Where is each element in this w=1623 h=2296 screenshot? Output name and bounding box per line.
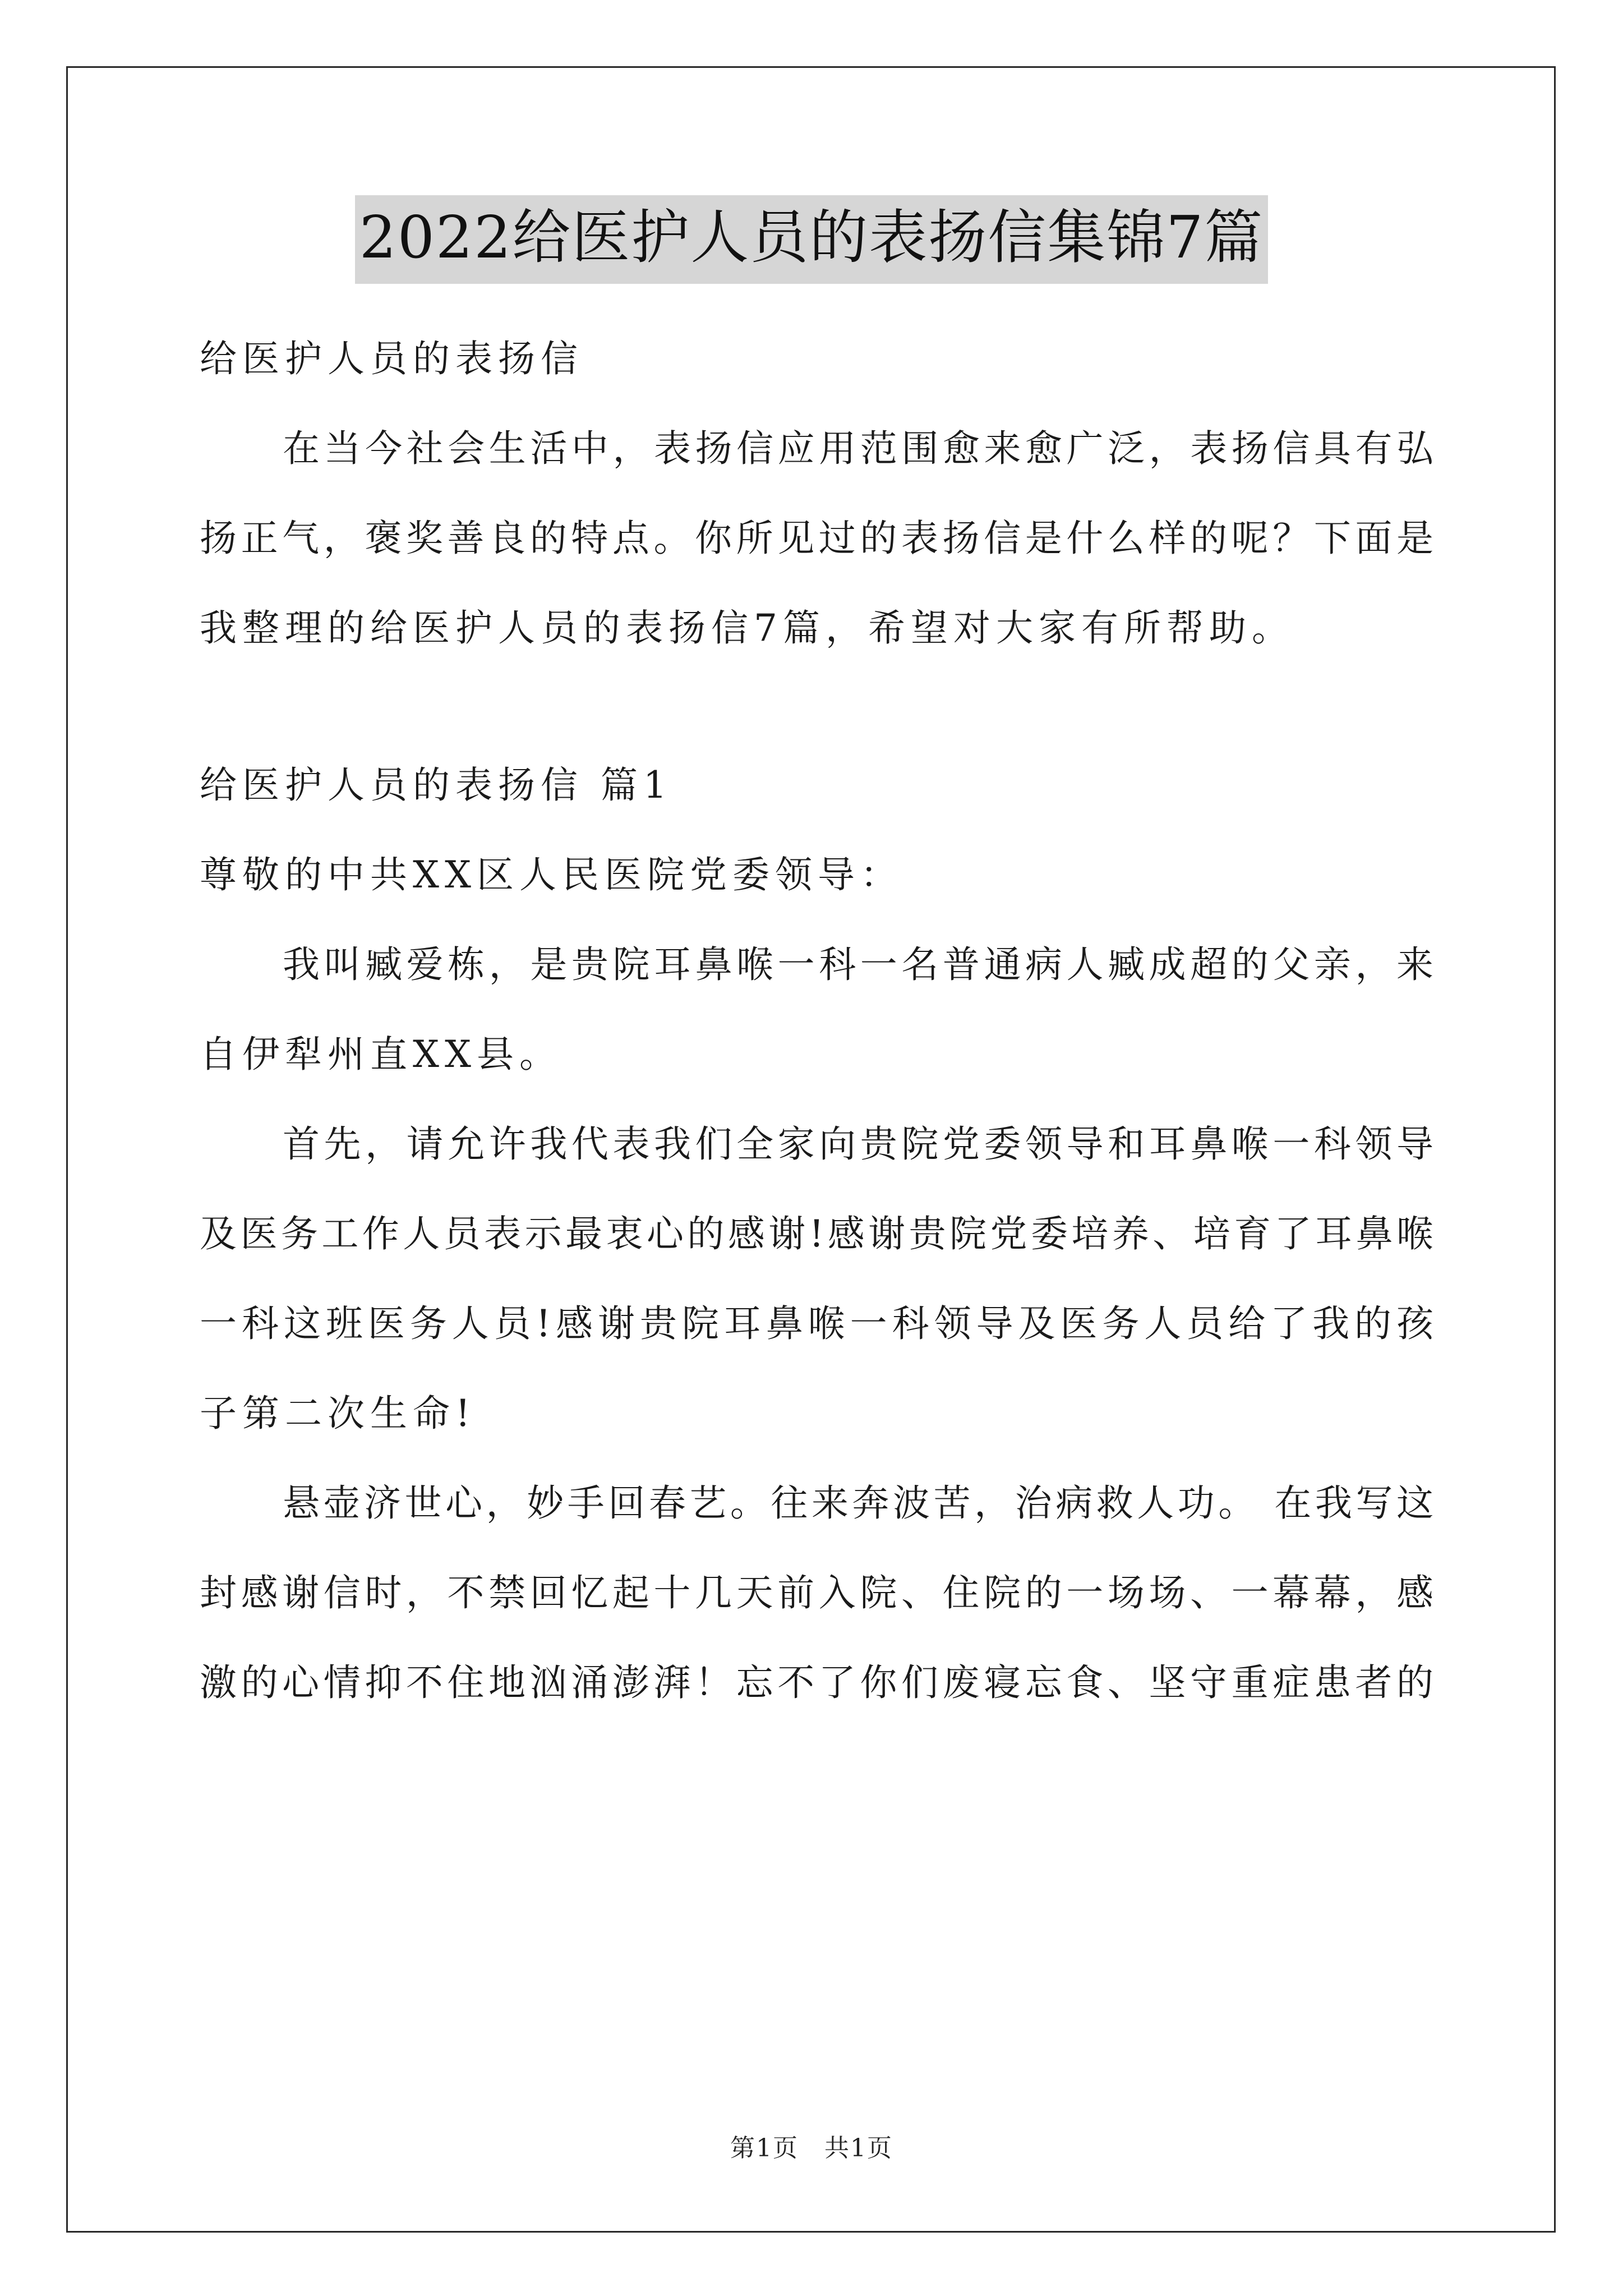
- section1-para3-line: 悬壶济世心，妙手回春艺。往来奔波苦，治病救人功。 在我写这: [283, 1481, 1433, 1525]
- section1-para3-line: 封感谢信时，不禁回忆起十几天前入院、住院的一场场、一幕幕，感: [200, 1571, 1433, 1614]
- intro-para-line: 在当今社会生活中，表扬信应用范围愈来愈广泛，表扬信具有弘: [283, 427, 1433, 470]
- section1-para2-line: 及医务工作人员表示最衷心的感谢!感谢贵院党委培养、培育了耳鼻喉: [200, 1212, 1433, 1255]
- page-footer: 第1页 共1页: [730, 2134, 893, 2162]
- section1-para1-line: 我叫臧爱栋，是贵院耳鼻喉一科一名普通病人臧成超的父亲，来: [283, 943, 1433, 986]
- section-gap: [200, 673, 1433, 740]
- section1-para2-line: 一科这班医务人员!感谢贵院耳鼻喉一科领导及医务人员给了我的孩: [200, 1302, 1433, 1345]
- section1-heading: 给医护人员的表扬信 篇1: [200, 763, 672, 807]
- section1-para2-line: 首先，请允许我代表我们全家向贵院党委领导和耳鼻喉一科领导: [283, 1122, 1433, 1166]
- intro-para-line: 我整理的给医护人员的表扬信7篇，希望对大家有所帮助。: [200, 606, 1294, 650]
- intro-para-line: 扬正气，褒奖善良的特点。你所见过的表扬信是什么样的呢？下面是: [200, 517, 1433, 560]
- intro-heading: 给医护人员的表扬信: [200, 337, 583, 380]
- document-body: [200, 314, 1433, 1728]
- section1-para1-line: 自伊犁州直XX县。: [200, 1033, 562, 1076]
- section1-salutation: 尊敬的中共XX区人民医院党委领导：: [200, 853, 903, 896]
- title-wrap: [0, 195, 1623, 284]
- section1-para2-line: 子第二次生命!: [200, 1392, 476, 1435]
- section1-para3-line: 激的心情抑不住地汹涌澎湃！忘不了你们废寝忘食、坚守重症患者的: [200, 1661, 1433, 1704]
- document-title: 2022给医护人员的表扬信集锦7篇: [355, 195, 1269, 284]
